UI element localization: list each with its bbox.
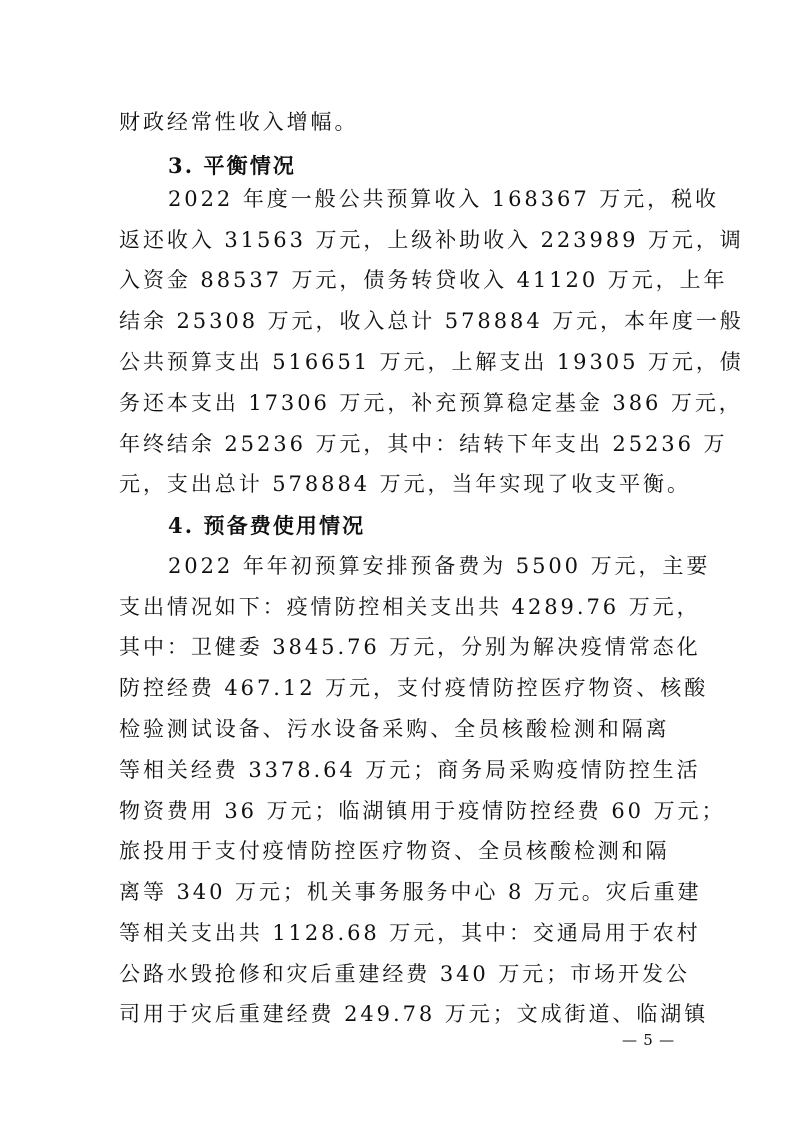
paragraph-line: 检验测试设备、污水设备采购、全员核酸检测和隔离 <box>119 717 670 741</box>
section-heading: 3. 平衡情况 <box>168 153 296 178</box>
section-heading: 4. 预备费使用情况 <box>168 513 366 538</box>
paragraph-line: 物资费用 36 万元；临湖镇用于疫情防控经费 60 万元； <box>119 799 726 823</box>
paragraph-line: 支出情况如下：疫情防控相关支出共 4289.76 万元， <box>119 595 701 619</box>
paragraph-line: 司用于灾后重建经费 249.78 万元；文成街道、临湖镇 <box>119 1002 709 1026</box>
paragraph-line: 结余 25308 万元，收入总计 578884 万元，本年度一般 <box>119 309 744 333</box>
paragraph-line: 返还收入 31563 万元，上级补助收入 223989 万元，调 <box>119 228 744 252</box>
paragraph-line: 财政经常性收入增幅。 <box>119 110 359 134</box>
paragraph-line: 公路水毁抢修和灾后重建经费 340 万元；市场开发公 <box>119 962 690 986</box>
paragraph-line: 其中：卫健委 3845.76 万元，分别为解决疫情常态化 <box>119 635 701 659</box>
paragraph-line: 年终结余 25236 万元，其中：结转下年支出 25236 万 <box>119 432 728 456</box>
paragraph-line: 2022 年度一般公共预算收入 168367 万元，税收 <box>168 187 719 211</box>
paragraph-line: 元，支出总计 578884 万元，当年实现了收支平衡。 <box>119 472 691 496</box>
paragraph-line: 等相关经费 3378.64 万元；商务局采购疫情防控生活 <box>119 758 701 782</box>
paragraph-line: 旅投用于支付疫情防控医疗物资、全员核酸检测和隔 <box>119 839 670 863</box>
paragraph-line: 入资金 88537 万元，债务转贷收入 41120 万元，上年 <box>119 268 728 292</box>
paragraph-line: 等相关支出共 1128.68 万元，其中：交通局用于农村 <box>119 921 701 945</box>
page-number: — 5 — <box>622 1031 675 1049</box>
paragraph-line: 离等 340 万元；机关事务服务中心 8 万元。灾后重建 <box>119 880 702 904</box>
paragraph-line: 2022 年年初预算安排预备费为 5500 万元，主要 <box>168 554 711 578</box>
paragraph-line: 公共预算支出 516651 万元，上解支出 19305 万元，债 <box>119 350 744 374</box>
paragraph-line: 防控经费 467.12 万元，支付疫情防控医疗物资、核酸 <box>119 676 709 700</box>
paragraph-line: 务还本支出 17306 万元，补充预算稳定基金 386 万元， <box>119 391 743 415</box>
